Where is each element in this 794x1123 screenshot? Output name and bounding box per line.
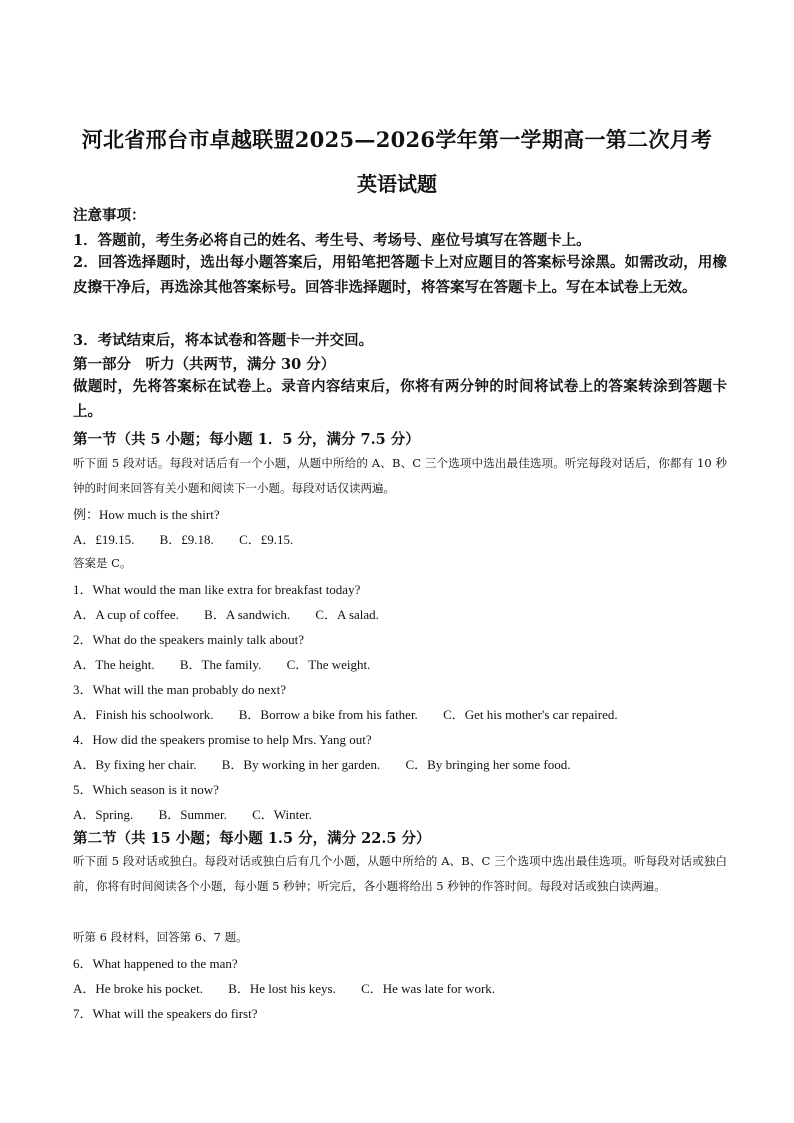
example-answer: 答案是 C。 <box>73 556 132 570</box>
section1-heading: 第一节（共 5 小题；每小题 1．5 分，满分 7.5 分） <box>73 431 420 448</box>
option: A．Spring. <box>73 807 134 822</box>
question: 1．What would the man like extra for breakfast today? <box>73 582 361 597</box>
section2-instruction: 听下面 5 段对话或独白。每段对话或独白后有几个小题，从题中所给的 A、B、C 三个选项中选出最佳选项。听每段对话或独白前，你将有时间阅读各个小题，每小题 5 秒钟；听完后，各小题将给出 5 秒钟的作答时间。每段对话或独白读两遍。 <box>73 854 727 893</box>
question: 5．Which season is it now? <box>73 782 219 797</box>
example-question: 例：How much is the shirt? <box>73 507 220 522</box>
option: C．Get his mother's car repaired. <box>443 707 618 722</box>
option: B．Summer. <box>158 807 227 822</box>
option: B．By working in her garden. <box>221 757 381 772</box>
options-row <box>73 704 727 723</box>
option: B．He lost his keys. <box>228 981 336 996</box>
notes-item-2: 2．回答选择题时，选出每小题答案后，用铅笔把答题卡上对应题目的答案标号涂黑。如需改动，用橡皮擦干净后，再选涂其他答案标号。回答非选择题时，将答案写在答题卡上。写在本试卷上无效。 <box>73 254 727 296</box>
option: B．A sandwich. <box>204 607 291 622</box>
option: C．He was late for work. <box>361 981 496 996</box>
question: 2．What do the speakers mainly talk about? <box>73 632 305 647</box>
question: 3．What will the man probably do next? <box>73 682 287 697</box>
options-row <box>73 978 727 997</box>
options-row <box>73 654 727 673</box>
options-row <box>73 604 727 623</box>
option: C．A salad. <box>315 607 379 622</box>
question: 4．How did the speakers promise to help Mrs. Yang out? <box>73 732 372 747</box>
section1-instruction: 听下面 5 段对话。每段对话后有一个小题，从题中所给的 A、B、C 三个选项中选出最佳选项。听完每段对话后，你都有 10 秒钟的时间来回答有关小题和阅读下一小题。每段对话仅读两遍。 <box>73 456 727 495</box>
part1-instruction: 做题时，先将答案标在试卷上。录音内容结束后，你将有两分钟的时间将试卷上的答案转涂到答题卡上。 <box>73 378 727 420</box>
option: C．£9.15. <box>239 532 294 547</box>
option: C．Winter. <box>252 807 312 822</box>
option: A．By fixing her chair. <box>73 757 197 772</box>
option: A．£19.15. <box>73 532 135 547</box>
notes-heading: 注意事项： <box>73 207 146 224</box>
part1-heading: 第一部分 听力（共两节，满分 30 分） <box>73 356 336 373</box>
option: C．By bringing her some food. <box>405 757 571 772</box>
options-row <box>73 754 727 773</box>
example-options <box>73 529 727 548</box>
material-note: 听第 6 段材料，回答第 6、7 题。 <box>73 930 248 944</box>
option: A．He broke his pocket. <box>73 981 203 996</box>
notes-item-1: 1．答题前，考生务必将自己的姓名、考生号、考场号、座位号填写在答题卡上。 <box>73 232 591 249</box>
exam-subtitle: 英语试题 <box>357 172 437 196</box>
option: B．The family. <box>179 657 262 672</box>
question: 7．What will the speakers do first? <box>73 1006 258 1021</box>
option: A．The height. <box>73 657 155 672</box>
options-row <box>73 804 727 823</box>
option: B．Borrow a bike from his father. <box>238 707 418 722</box>
option: A．Finish his schoolwork. <box>73 707 214 722</box>
notes-item-3: 3．考试结束后，将本试卷和答题卡一并交回。 <box>73 332 374 349</box>
exam-title: 河北省邢台市卓越联盟2025—2026学年第一学期高一第二次月考 <box>81 127 713 152</box>
option: C．The weight. <box>286 657 371 672</box>
option: B．£9.18. <box>159 532 214 547</box>
section2-heading: 第二节（共 15 小题；每小题 1.5 分，满分 22.5 分） <box>73 830 431 847</box>
question: 6．What happened to the man? <box>73 956 238 971</box>
option: A．A cup of coffee. <box>73 607 179 622</box>
